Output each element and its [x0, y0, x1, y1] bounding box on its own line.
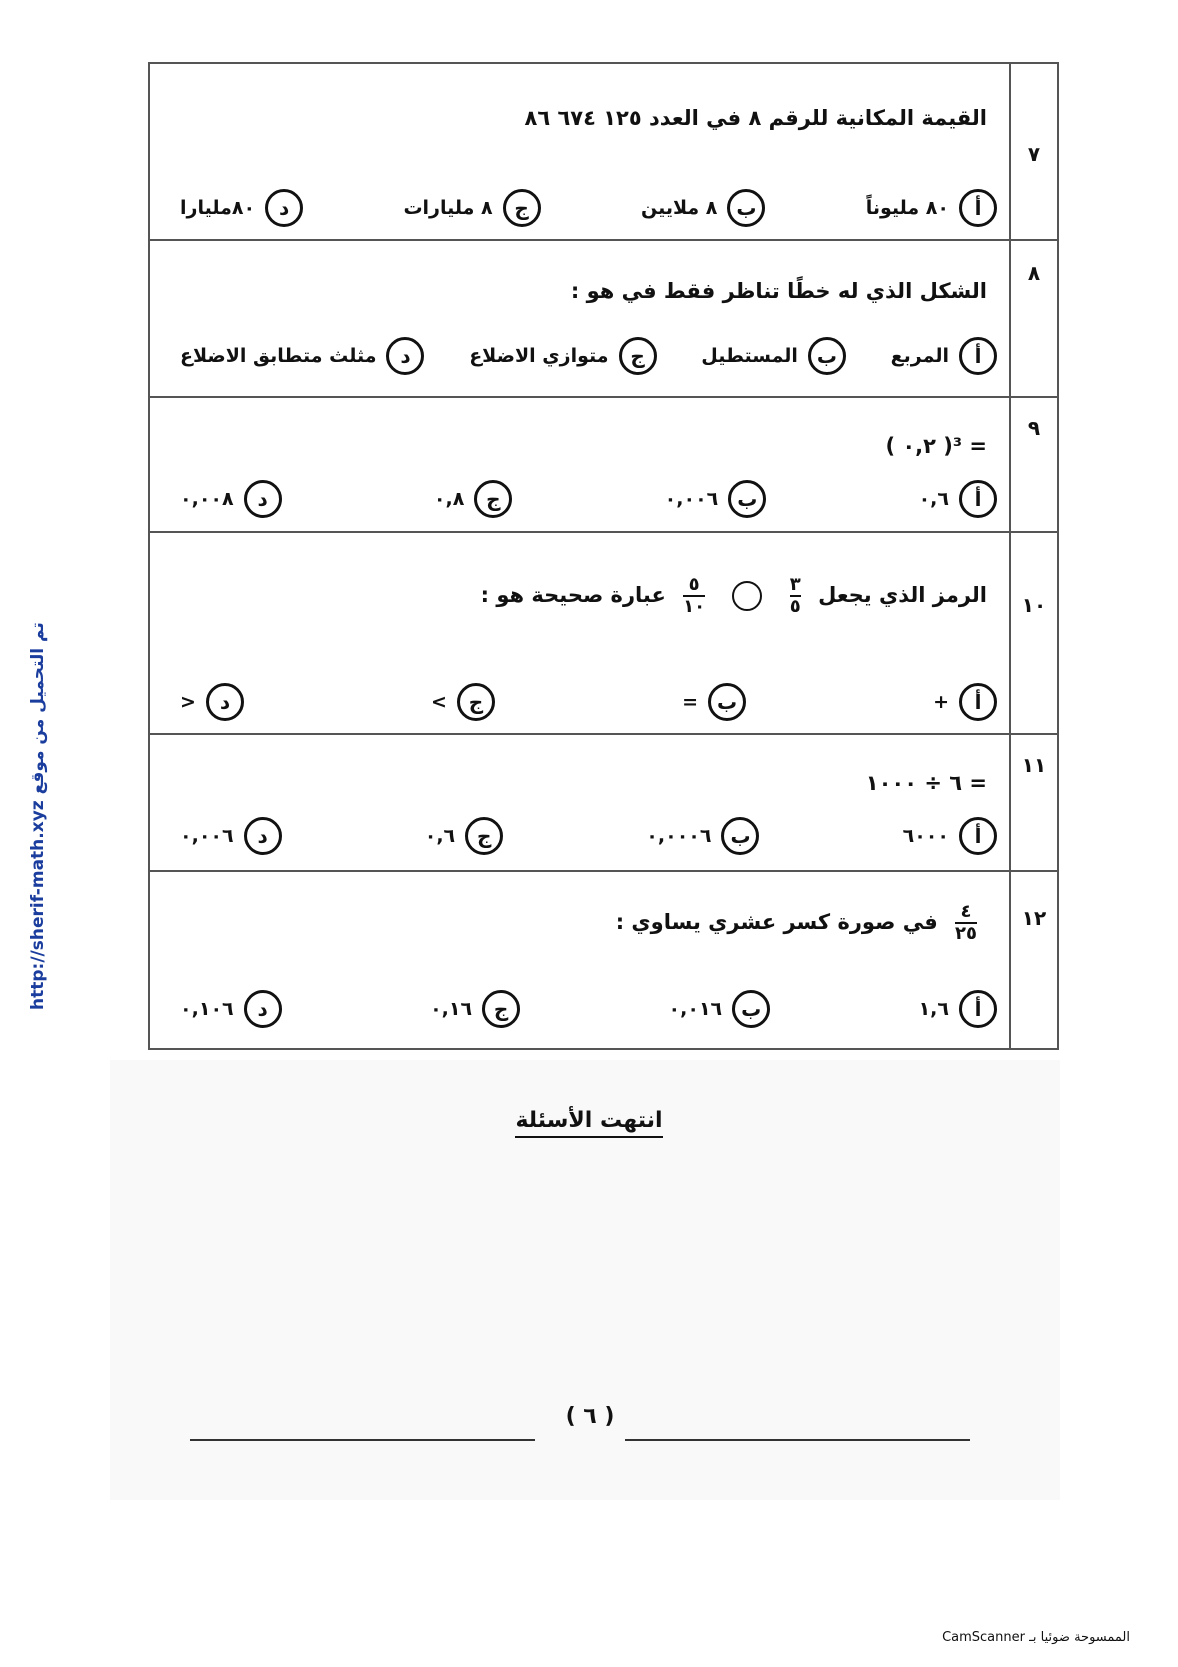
question-row-11 — [150, 735, 1057, 872]
option-text: مثلث متطابق الاضلاع — [180, 345, 377, 367]
option-text: ١,٦ — [918, 998, 949, 1020]
option-a[interactable] — [933, 683, 997, 721]
option-letter: أ — [959, 480, 997, 518]
question-text-main: في صورة كسر عشري يساوي : — [615, 909, 938, 934]
option-text: ٠,١٠٦ — [180, 998, 234, 1020]
option-letter: ج — [482, 990, 520, 1028]
option-text: المربع — [890, 345, 949, 367]
option-c[interactable] — [425, 817, 503, 855]
option-b[interactable] — [701, 337, 846, 375]
question-text: القيمة المكانية للرقم ٨ في العدد ١٢٥ ٦٧٤ ٨٦ — [524, 106, 987, 130]
option-c[interactable] — [431, 683, 495, 721]
side-link-text[interactable]: تم التحميل من موقع http://sherif-math.xyz — [28, 622, 48, 1010]
question-text-before: الرمز الذي يجعل — [818, 582, 987, 607]
option-letter: د — [265, 189, 303, 227]
option-text: ٠,٠٠٨ — [180, 488, 234, 510]
options — [180, 337, 997, 375]
scanner-watermark: الممسوحة ضوئيا بـ CamScanner — [942, 1630, 1130, 1645]
question-number: ٩ — [1009, 398, 1057, 531]
option-letter: أ — [959, 683, 997, 721]
question-row-7 — [150, 64, 1057, 241]
options — [180, 189, 997, 227]
option-text: ٨ مليارات — [403, 197, 493, 219]
option-text: المستطيل — [701, 345, 798, 367]
option-letter: د — [244, 817, 282, 855]
option-a[interactable] — [903, 817, 997, 855]
question-text — [616, 902, 987, 944]
option-text: متوازي الاضلاع — [469, 345, 609, 367]
option-letter: ب — [721, 817, 759, 855]
option-a[interactable] — [919, 480, 997, 518]
option-d[interactable] — [180, 990, 282, 1028]
footer-line-left — [190, 1439, 535, 1441]
option-text: ٠,٠٠٦ — [180, 825, 234, 847]
option-letter: د — [386, 337, 424, 375]
option-text: ٠,٦ — [918, 488, 949, 510]
question-text-after: عبارة صحيحة هو : — [480, 582, 666, 607]
option-text: ٦٠٠٠ — [902, 825, 949, 847]
option-d[interactable] — [180, 480, 282, 518]
end-of-questions-title: انتهت الأسئلة — [0, 1108, 1178, 1133]
fraction-1: $\frac{٣}{٥}$ — [789, 574, 801, 617]
option-text: ٨٠ مليوناً — [865, 197, 949, 219]
option-text: ٨ ملايين — [640, 197, 718, 219]
option-text: > — [431, 691, 447, 713]
question-row-8 — [150, 241, 1057, 398]
blank-circle — [732, 581, 762, 611]
option-letter: ب — [727, 189, 765, 227]
option-letter: ج — [457, 683, 495, 721]
fraction: $\frac{٤}{٢٥}$ — [955, 901, 977, 944]
question-text — [481, 575, 987, 617]
option-text: ٠,٠٠٠٦ — [646, 825, 712, 847]
questions-table — [148, 62, 1059, 1050]
options — [180, 683, 997, 721]
options — [180, 817, 997, 855]
question-text: الشكل الذي له خطًا تناظر فقط في هو : — [570, 279, 987, 303]
question-row-12 — [150, 872, 1057, 1048]
page-number: ( ٦ ) — [565, 1404, 615, 1429]
option-b[interactable] — [665, 480, 767, 518]
question-text: ٦ ÷ ١٠٠٠ = — [865, 771, 987, 795]
option-d[interactable] — [180, 683, 244, 721]
option-letter: أ — [959, 990, 997, 1028]
question-number: ١٠ — [1009, 533, 1057, 733]
option-a[interactable] — [866, 189, 997, 227]
option-b[interactable] — [646, 817, 759, 855]
question-number: ٨ — [1009, 241, 1057, 396]
option-letter: ب — [728, 480, 766, 518]
option-letter: أ — [959, 189, 997, 227]
option-text: ٨٠مليارا — [180, 197, 256, 219]
option-letter: د — [244, 990, 282, 1028]
option-text: = — [682, 691, 698, 713]
question-row-10 — [150, 533, 1057, 735]
option-letter: ب — [808, 337, 846, 375]
question-row-9 — [150, 398, 1057, 533]
option-letter: ج — [474, 480, 512, 518]
option-b[interactable] — [669, 990, 771, 1028]
option-b[interactable] — [641, 189, 765, 227]
option-text: ٠,٨ — [433, 488, 465, 510]
option-letter: أ — [959, 337, 997, 375]
option-b[interactable] — [682, 683, 746, 721]
footer-line-right — [625, 1439, 970, 1441]
options — [180, 480, 997, 518]
option-c[interactable] — [469, 337, 656, 375]
fraction-2: $\frac{٥}{١٠}$ — [683, 574, 706, 617]
options — [180, 990, 997, 1028]
option-text: ٠,١٦ — [430, 998, 473, 1020]
option-text: + — [933, 691, 949, 713]
option-text: ٠,٠١٦ — [668, 998, 723, 1020]
question-number: ٧ — [1009, 64, 1057, 239]
option-text: < — [180, 691, 196, 713]
option-c[interactable] — [403, 189, 540, 227]
option-a[interactable] — [919, 990, 997, 1028]
option-text: ٠,٠٠٦ — [664, 488, 719, 510]
question-number: ١٢ — [1009, 872, 1057, 1048]
option-a[interactable] — [891, 337, 997, 375]
option-d[interactable] — [180, 189, 303, 227]
option-c[interactable] — [434, 480, 512, 518]
option-letter: ب — [708, 683, 746, 721]
option-text: ٠,٦ — [424, 825, 456, 847]
question-number: ١١ — [1009, 735, 1057, 870]
option-letter: د — [244, 480, 282, 518]
option-letter: ب — [732, 990, 770, 1028]
option-letter: ج — [465, 817, 503, 855]
option-letter: ج — [619, 337, 657, 375]
option-letter: ج — [503, 189, 541, 227]
option-letter: أ — [959, 817, 997, 855]
option-c[interactable] — [430, 990, 520, 1028]
question-text: ( ٠,٢ )³ = — [885, 434, 987, 458]
option-d[interactable] — [180, 817, 282, 855]
option-letter: د — [206, 683, 244, 721]
option-d[interactable] — [180, 337, 424, 375]
